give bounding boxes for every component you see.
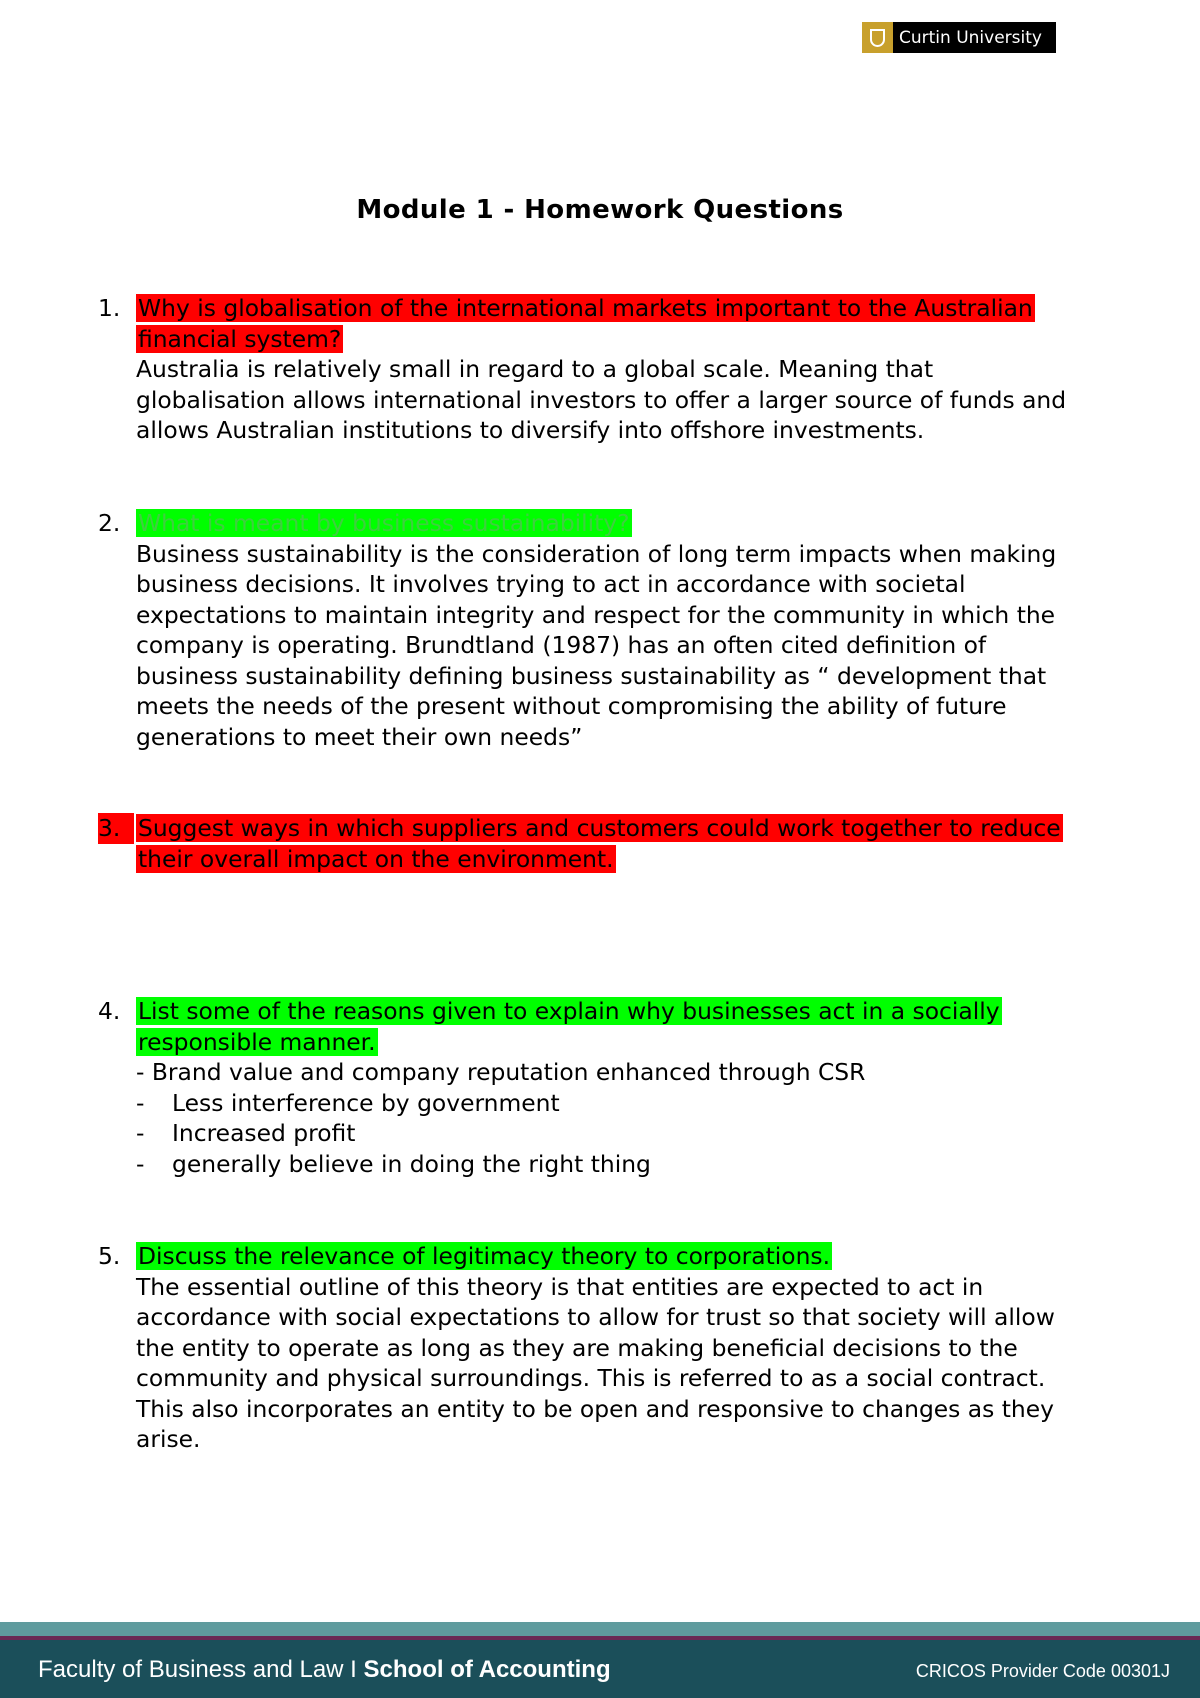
curtin-logo xyxy=(862,22,1056,53)
footer-divider xyxy=(0,1636,1200,1640)
faculty-name: Faculty of Business and Law xyxy=(38,1656,344,1683)
reasons-list xyxy=(136,1088,1078,1180)
crest-icon xyxy=(862,22,893,53)
question-2 xyxy=(98,508,1078,752)
bullet-dash: - xyxy=(136,1088,145,1117)
question-number: 1. xyxy=(98,294,121,322)
list-item-text: generally believe in doing the right thing xyxy=(172,1149,651,1178)
school-name: School of Accounting xyxy=(363,1656,611,1683)
footer-stripe xyxy=(0,1622,1200,1636)
logo-text: Curtin University xyxy=(899,27,1042,48)
bullet-dash: - xyxy=(136,1119,145,1147)
answer-text: Business sustainability is the consideration of long term impacts when making business decisions. It involves trying to act in accordance with societal expectations to maintain integrity and respect for the community in which the company is operating. Brundtland (1987) has an often cited definition of business sustainability defining business sustainability as “ development that meets the needs of the present without compromising the ability of future generations to meet their own needs” xyxy=(136,539,1057,751)
question-text: Why is globalisation of the international markets important to the Australian financial system? xyxy=(138,294,1033,353)
question-number: 2. xyxy=(98,509,121,537)
list-item-text: Less interference by government xyxy=(172,1088,560,1117)
question-1 xyxy=(98,293,1078,446)
bullet-dash: - xyxy=(136,1149,145,1178)
question-text: What is meant by business sustainability? xyxy=(138,509,630,537)
question-number: 5. xyxy=(98,1242,121,1270)
list-item xyxy=(136,1088,1078,1119)
question-4 xyxy=(98,996,1078,1179)
question-text: Suggest ways in which suppliers and customers could work together to reduce their overall impact on the environment. xyxy=(138,814,1061,873)
answer-text: Australia is relatively small in regard to a global scale. Meaning that globalisation allows international investors to offer a larger source of funds and allows Australian institutions to diversify into offshore investments. xyxy=(136,355,1067,444)
answer-text: The essential outline of this theory is that entities are expected to act in accordance with social expectations to allow for trust so that society will allow the entity to operate as long as they are making beneficial decisions to the community and physical surroundings. This is referred to as a social contract. This also incorporates an entity to be open and responsive to changes as they arise. xyxy=(136,1272,1055,1453)
question-3 xyxy=(98,813,1078,874)
cricos-code: CRICOS Provider Code 00301J xyxy=(915,1661,1170,1681)
list-item xyxy=(136,1118,1078,1149)
question-5 xyxy=(98,1241,1078,1455)
answer-first-point: - Brand value and company reputation enhanced through CSR xyxy=(136,1058,866,1086)
list-item-text: Increased profit xyxy=(172,1119,356,1147)
page-title: Module 1 - Homework Questions xyxy=(356,195,844,225)
list-item xyxy=(136,1149,1078,1180)
question-number: 4. xyxy=(98,997,121,1025)
question-number: 3. xyxy=(98,813,134,844)
footer-separator: I xyxy=(343,1656,364,1683)
question-text: Discuss the relevance of legitimacy theory to corporations. xyxy=(138,1242,831,1270)
footer-faculty xyxy=(38,1656,611,1684)
question-text: List some of the reasons given to explain why businesses act in a socially responsible manner. xyxy=(138,997,1000,1056)
